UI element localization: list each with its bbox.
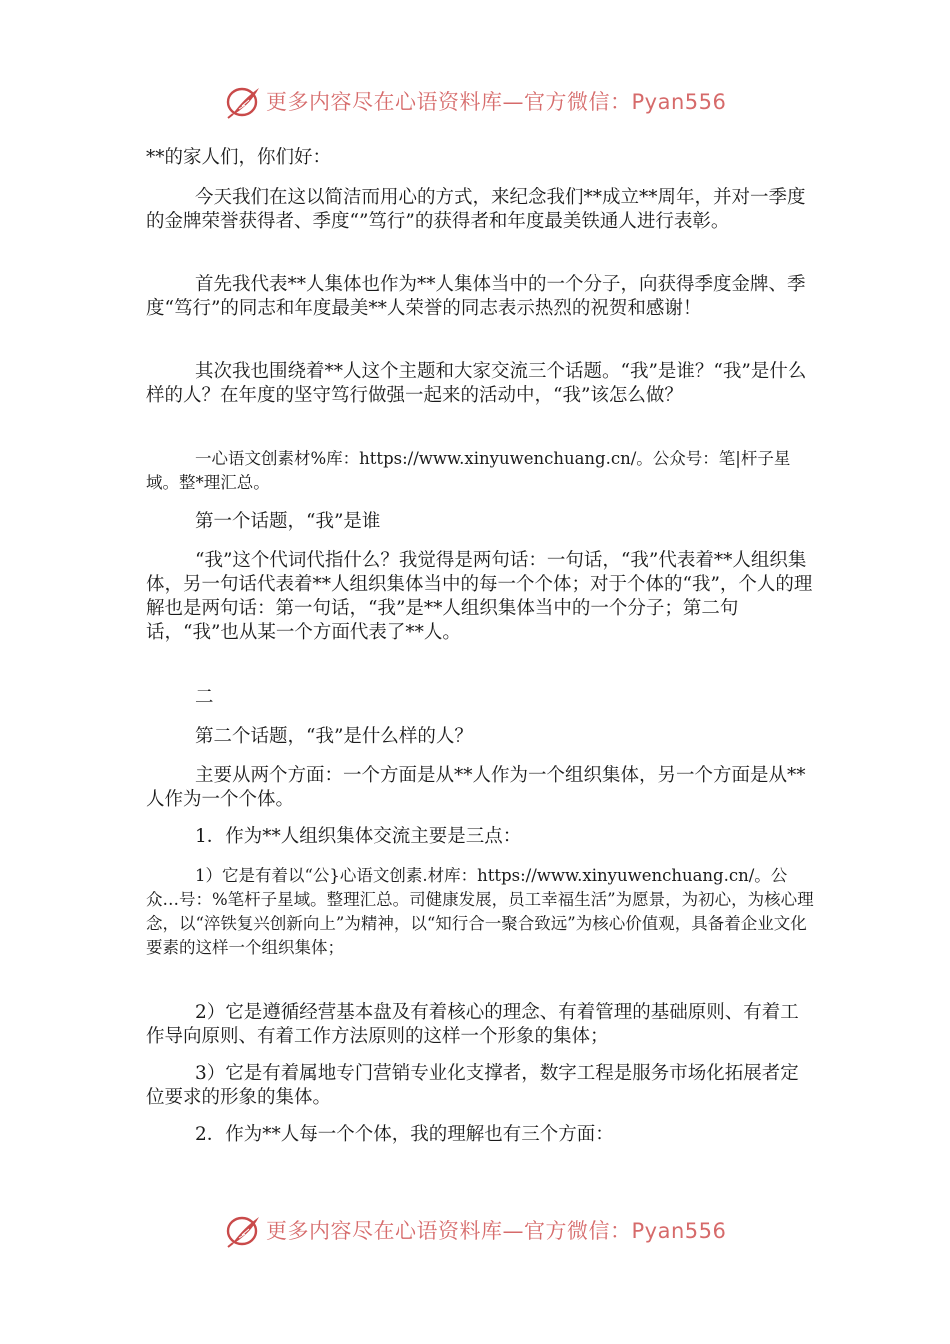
paragraph-intro: 今天我们在这以简洁而用心的方式，来纪念我们**成立**周年，并对一季度的金牌荣誉获得者、季度“”笃行”的获得者和年度最美铁通人进行表彰。 xyxy=(146,187,806,232)
section-marker: 二 xyxy=(195,687,214,708)
salutation: **的家人们，你们好： xyxy=(146,147,332,168)
paragraph-topic-2-intro: 主要从两个方面：一个方面是从**人作为一个组织集体，另一个方面是从**人作为一个个体。 xyxy=(146,765,806,810)
paragraph-congratulations: 首先我代表**人集体也作为**人集体当中的一个分子，向获得季度金牌、季度“笃行”的同志和年度最美**人荣誉的同志表示热烈的祝贺和感谢！ xyxy=(146,274,806,319)
watermark-note-1: 一心语文创素材%库：https://www.xinyuwenchuang.cn/。公众号：笔|杆子星域。整*理汇总。 xyxy=(146,449,791,492)
list-item-3: 3）它是有着属地专门营销专业化支撑者，数字工程是服务市场化拓展者定位要求的形象的集体。 xyxy=(146,1063,799,1108)
list-item-2: 2）它是遵循经营基本盘及有着核心的理念、有着管理的基础原则、有着工作导向原则、有着工作方法原则的这样一个形象的集体； xyxy=(146,1002,799,1047)
banner-text: 更多内容尽在心语资料库—官方微信：Pyan556 xyxy=(266,90,727,114)
paragraph-three-topics: 其次我也围绕着**人这个主题和大家交流三个话题。“我”是谁？“我”是什么样的人？在年度的坚守笃行做强一起来的活动中，“我”该怎么做？ xyxy=(146,361,807,406)
heading-topic-2: 第二个话题，“我”是什么样的人？ xyxy=(195,726,473,747)
paragraph-topic-1: “我”这个代词代指什么？我觉得是两句话：一句话，“我”代表着**人组织集体，另一句话代表着**人组织集体当中的每一个个体；对于个体的“我”，个人的理解也是两句话：第一句话，“我”是**人组织集体当中的一个分子；第二句话，“我”也从某一个方面代表了**人。 xyxy=(146,550,813,643)
heading-topic-1: 第一个话题，“我”是谁 xyxy=(195,511,381,532)
banner-text: 更多内容尽在心语资料库—官方微信：Pyan556 xyxy=(266,1219,727,1243)
feather-quill-logo-icon xyxy=(224,85,262,119)
list-heading-2: 2．作为**人每一个个体，我的理解也有三个方面： xyxy=(195,1124,614,1145)
footer-banner xyxy=(0,1211,950,1251)
list-heading-1: 1．作为**人组织集体交流主要是三点： xyxy=(195,826,522,847)
header-banner xyxy=(0,82,950,122)
feather-quill-logo-icon xyxy=(224,1214,262,1248)
list-item-1: 1）它是有着以“公}心语文创素.材库：https://www.xinyuwenchuang.cn/。公众…号：%笔杆子星域。整理汇总。司健康发展，员工幸福生活”为愿景，为初心，为核心理念，以“淬铁复兴创新向上”为精神，以“知行合一聚合致远”为核心价值观，具备着企业文化要素的这样一个组织集体； xyxy=(146,866,814,957)
